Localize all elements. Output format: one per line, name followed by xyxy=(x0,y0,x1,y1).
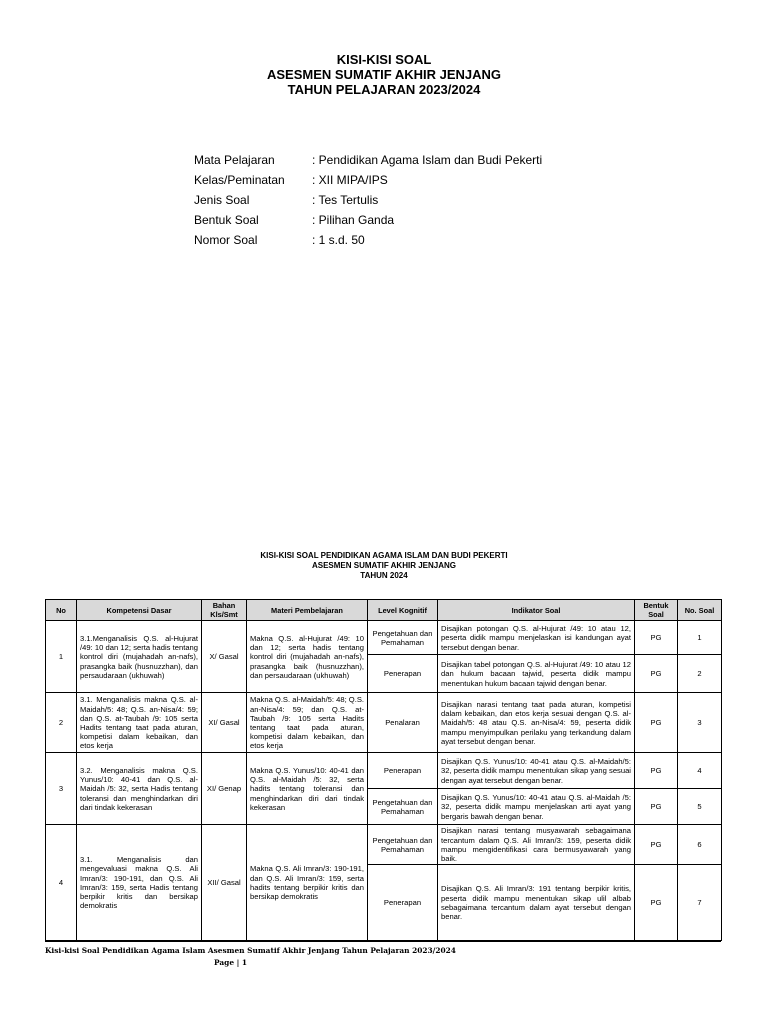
cell-indikator: Disajikan potongan Q.S. al-Hujurat /49: 10 atau 12, peserta didik mampu menjelaskan isi kandungan ayat tersebut dengan benar. xyxy=(438,621,635,655)
cell-no-soal: 3 xyxy=(678,693,722,753)
table-title-line-1: KISI-KISI SOAL PENDIDIKAN AGAMA ISLAM DAN BUDI PEKERTI xyxy=(260,551,508,560)
cell-bentuk: PG xyxy=(635,621,678,655)
cell-indikator: Disajikan tabel potongan Q.S. al-Hujurat /49: 10 atau 12 dan hukum bacaan tajwid, peserta didik mampu menentukan hukum bacaan tajwid dengan benar. xyxy=(438,655,635,693)
title-line-3: TAHUN PELAJARAN 2023/2024 xyxy=(287,82,481,97)
table-title-line-2: ASESMEN SUMATIF AKHIR JENJANG xyxy=(311,561,456,570)
meta-info xyxy=(194,150,542,250)
cell-bahan: X/ Gasal xyxy=(202,621,247,693)
meta-row xyxy=(194,210,542,230)
cell-no-soal: 4 xyxy=(678,753,722,789)
meta-label: Nomor Soal xyxy=(194,233,258,247)
meta-label: Bentuk Soal xyxy=(194,213,259,227)
cell-bahan: XI/ Genap xyxy=(202,753,247,825)
cell-kompetensi: 3.1. Menganalisis dan mengevaluasi makna Q.S. Ali Imran/3: 190-191, dan Q.S. Ali Imran/3: 159, serta Hadis tentang berpikir kritis dan bersikap demokratis xyxy=(77,825,202,941)
cell-kompetensi: 3.1.Menganalisis Q.S. al-Hujurat /49: 10 dan 12; serta hadis tentang kontrol diri (mujahadah an-nafs), prasangka baik (husnuzzhan), dan persaudaraan (ukhuwah) xyxy=(77,621,202,693)
header-bentuk: Bentuk Soal xyxy=(635,600,678,621)
cell-indikator: Disajikan Q.S. Yunus/10: 40-41 atau Q.S. al-Maidah/5: 32, peserta didik mampu menentukan sikap yang sesuai dengan ayat tersebut dengan benar. xyxy=(438,753,635,789)
title-line-2: ASESMEN SUMATIF AKHIR JENJANG xyxy=(266,67,502,82)
cell-no-soal: 7 xyxy=(678,865,722,941)
meta-value: : Pilihan Ganda xyxy=(312,213,395,227)
meta-label: Mata Pelajaran xyxy=(194,153,275,167)
cell-indikator: Disajikan narasi tentang taat pada aturan, kompetisi dalam kebaikan, dan etos kerja sesuai dengan Q.S. al-Maidah/5: 48 atau Q.S. an-Nisa/4: 59, peserta didik mampu menyimpulkan perilaku yang terkandung dalam ayat tersebut dengan benar. xyxy=(438,693,635,753)
cell-bahan: XI/ Gasal xyxy=(202,693,247,753)
cell-no: 4 xyxy=(46,825,77,941)
header-level: Level Kognitif xyxy=(368,600,438,621)
cell-no: 3 xyxy=(46,753,77,825)
cell-level: Penerapan xyxy=(368,655,438,693)
table-row xyxy=(46,621,722,655)
meta-row xyxy=(194,190,542,210)
cell-level: Penerapan xyxy=(368,865,438,941)
table-title xyxy=(0,551,768,581)
footer-divider xyxy=(45,940,721,942)
meta-label: Jenis Soal xyxy=(194,193,250,207)
title-line-1: KISI-KISI SOAL xyxy=(336,52,432,67)
cell-level: Penalaran xyxy=(368,693,438,753)
meta-row xyxy=(194,150,542,170)
cell-no: 2 xyxy=(46,693,77,753)
cell-indikator: Disajikan Q.S. Ali Imran/3: 191 tentang berpikir kritis, peserta didik mampu menentukan sikap ulil albab sebagaimana tercantum dalam ayat tersebut dengan benar. xyxy=(438,865,635,941)
cell-no-soal: 2 xyxy=(678,655,722,693)
cell-no-soal: 1 xyxy=(678,621,722,655)
cell-level: Pengetahuan dan Pemahaman xyxy=(368,621,438,655)
cell-bahan: XII/ Gasal xyxy=(202,825,247,941)
meta-row xyxy=(194,230,542,250)
cell-kompetensi: 3.1. Menganalisis makna Q.S. al-Maidah/5: 48; Q.S. an-Nisa/4: 59; dan Q.S. at-Taubah /9: 105 serta Hadits tentang taat pada aturan, kompetisi dalam kebaikan, dan etos kerja xyxy=(77,693,202,753)
cell-materi: Makna Q.S. al-Maidah/5: 48; Q.S. an-Nisa/4: 59; dan Q.S. at-Taubah /9: 105 serta Hadits tentang taat pada aturan, kompetisi dalam kebaikan, dan etos kerja xyxy=(247,693,368,753)
cell-bentuk: PG xyxy=(635,753,678,789)
document-title xyxy=(0,52,768,97)
cell-no-soal: 5 xyxy=(678,789,722,825)
cell-indikator: Disajikan narasi tentang musyawarah sebagaimana tercantum dalam Q.S. Ali Imran/3: 159, peserta didik mampu mengidentifikasi cara bermusyawarah yang baik. xyxy=(438,825,635,865)
cell-materi: Makna Q.S. Ali Imran/3: 190-191, dan Q.S. Ali Imran/3: 159, serta hadits tentang berpikir kritis dan bersikap demokratis xyxy=(247,825,368,941)
meta-value: : XII MIPA/IPS xyxy=(312,173,388,187)
table-row xyxy=(46,825,722,865)
cell-level: Pengetahuan dan Pemahaman xyxy=(368,789,438,825)
header-bahan: Bahan Kls/Smt xyxy=(202,600,247,621)
footer-text: Kisi-kisi Soal Pendidikan Agama Islam Asesmen Sumatif Akhir Jenjang Tahun Pelajaran 2023/2024 xyxy=(45,946,456,955)
meta-value: : Tes Tertulis xyxy=(312,193,379,207)
table-title-line-3: TAHUN 2024 xyxy=(360,571,408,580)
header-no: No xyxy=(46,600,77,621)
meta-value: : 1 s.d. 50 xyxy=(312,233,365,247)
cell-materi: Makna Q.S. al-Hujurat /49: 10 dan 12; serta hadis tentang kontrol diri (mujahadah an-nafs), prasangka baik (husnuzzhan), dan persaudaraan (ukhuwah) xyxy=(247,621,368,693)
header-no-soal: No. Soal xyxy=(678,600,722,621)
kisi-kisi-table xyxy=(45,599,722,941)
cell-materi: Makna Q.S. Yunus/10: 40-41 dan Q.S. al-Maidah /5: 32, serta hadits tentang toleransi dan menghindarkan diri dari tindak kekerasan xyxy=(247,753,368,825)
page-number: Page | 1 xyxy=(214,958,247,967)
cell-level: Pengetahuan dan Pemahaman xyxy=(368,825,438,865)
cell-bentuk: PG xyxy=(635,655,678,693)
cell-kompetensi: 3.2. Menganalisis makna Q.S. Yunus/10: 40-41 dan Q.S. al-Maidah /5: 32, serta Hadis tentang toleransi dan menghindarkan diri dari tindak kekerasan xyxy=(77,753,202,825)
cell-no-soal: 6 xyxy=(678,825,722,865)
cell-indikator: Disajikan Q.S. Yunus/10: 40-41 atau Q.S. al-Maidah /5: 32, peserta didik mampu menjelaskan arti ayat yang bergaris bawah dengan benar. xyxy=(438,789,635,825)
header-materi: Materi Pembelajaran xyxy=(247,600,368,621)
cell-bentuk: PG xyxy=(635,865,678,941)
header-indikator: Indikator Soal xyxy=(438,600,635,621)
cell-no: 1 xyxy=(46,621,77,693)
table-header-row xyxy=(46,600,722,621)
cell-level: Penerapan xyxy=(368,753,438,789)
meta-value: : Pendidikan Agama Islam dan Budi Pekerti xyxy=(312,153,543,167)
cell-bentuk: PG xyxy=(635,789,678,825)
cell-bentuk: PG xyxy=(635,825,678,865)
meta-row xyxy=(194,170,542,190)
header-kompetensi-dasar: Kompetensi Dasar xyxy=(77,600,202,621)
meta-label: Kelas/Peminatan xyxy=(194,173,285,187)
table-row xyxy=(46,693,722,753)
cell-bentuk: PG xyxy=(635,693,678,753)
table-row xyxy=(46,753,722,789)
